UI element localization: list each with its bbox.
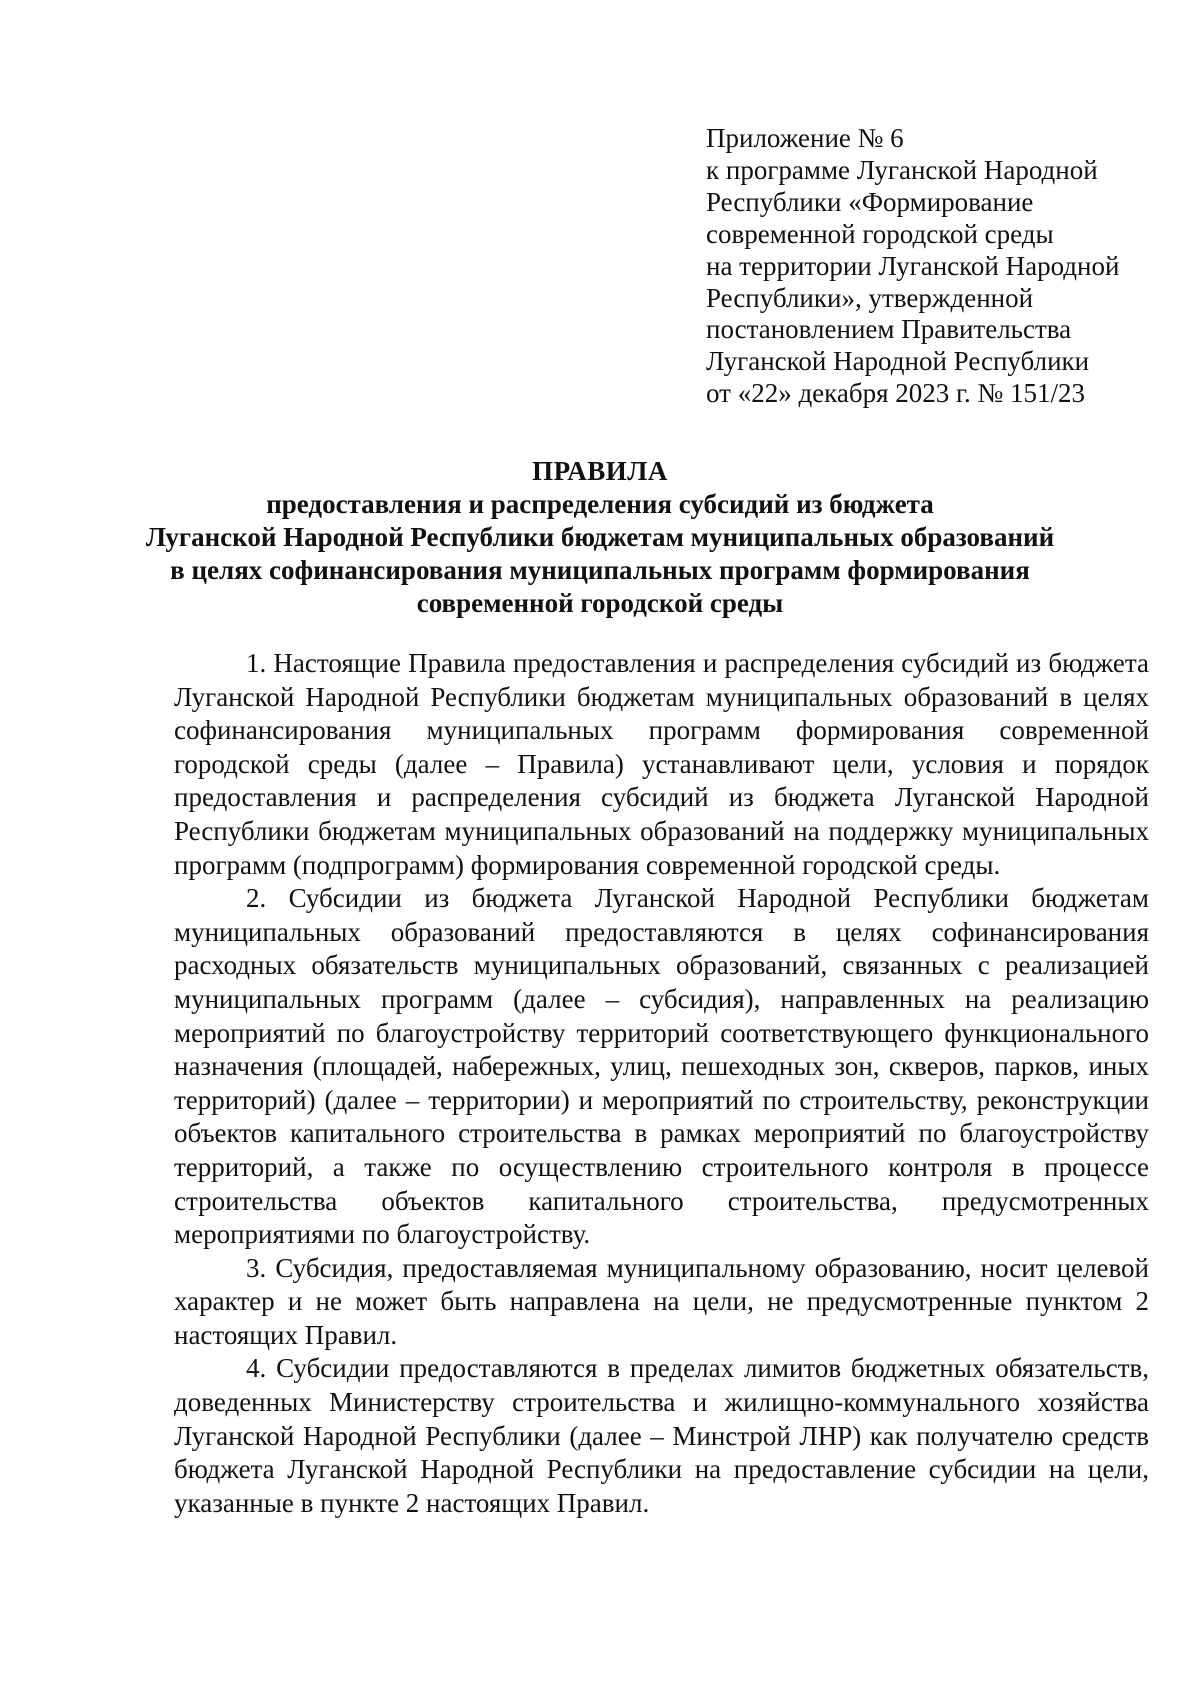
document-body [174, 647, 1149, 1520]
document-subtitle-line: в целях софинансирования муниципальных программ формирования [170, 555, 1030, 585]
paragraph-2: 2. Субсидии из бюджета Луганской Народной Республики бюджетам муниципальных образований предоставляются в целях софинансирования расходных обязательств муниципальных образований, связанных с реализацией муниципальных программ (далее – субсидия), направленных на реализацию мероприятий по благоустройству территорий соответствующего функционального назначения (площадей, набережных, улиц, пешеходных зон, скверов, парков, иных территорий) (далее – территории) и мероприятий по строительству, реконструкции объектов капитального строительства в рамках мероприятий по благоустройству территорий, а также по осуществлению строительного контроля в процессе строительства объектов капитального строительства, предусмотренных мероприятиями по благоустройству. [174, 883, 1149, 1250]
paragraph-1: 1. Настоящие Правила предоставления и распределения субсидий из бюджета Луганской Народной Республики бюджетам муниципальных образований в целях софинансирования муниципальных программ формирования современной городской среды (далее – Правила) устанавливают цели, условия и порядок предоставления и распределения субсидий из бюджета Луганской Народной Республики бюджетам муниципальных образований на поддержку муниципальных программ (подпрограмм) формирования современной городской среды. [174, 648, 1149, 880]
appendix-line: на территории Луганской Народной [706, 250, 1120, 281]
appendix-line: современной городской среды [706, 218, 1054, 249]
appendix-line: Луганской Народной Республики [706, 346, 1090, 377]
appendix-line: Приложение № 6 [706, 123, 904, 153]
appendix-line: к программе Луганской Народной [706, 154, 1098, 185]
paragraph-3: 3. Субсидия, предоставляемая муниципальному образованию, носит целевой характер и не может быть направлена на цели, не предусмотренные пунктом 2 настоящих Правил. [174, 1252, 1149, 1350]
appendix-line: постановлением Правительства [706, 314, 1072, 345]
document-subtitle-line: предоставления и распределения субсидий из бюджета [266, 489, 934, 519]
appendix-line: Республики «Формирование [706, 186, 1034, 217]
document-subtitle-line: современной городской среды [416, 588, 784, 618]
paragraph-4: 4. Субсидии предоставляются в пределах лимитов бюджетных обязательств, доведенных Министерству строительства и жилищно-коммунального хозяйства Луганской Народной Республики (далее – Минстрой ЛНР) как получателю средств бюджета Луганской Народной Республики на предоставление субсидии на цели, указанные в пункте 2 настоящих Правил. [174, 1353, 1149, 1518]
appendix-line: от «22» декабря 2023 г. № 151/23 [706, 378, 1086, 409]
appendix-block [706, 123, 1166, 410]
document-heading [140, 455, 1060, 620]
appendix-line: Республики», утвержденной [706, 282, 1034, 313]
document-subtitle-line: Луганской Народной Республики бюджетам муниципальных образований [145, 522, 1055, 552]
document-title: ПРАВИЛА [532, 456, 668, 486]
